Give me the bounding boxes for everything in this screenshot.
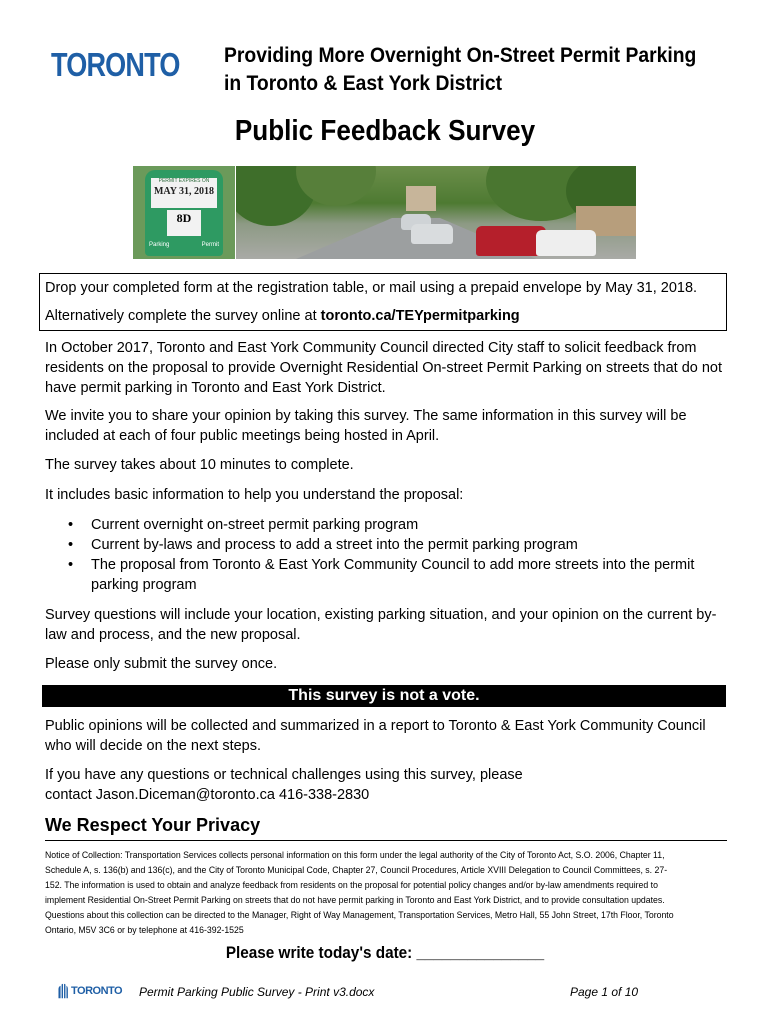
list-item: • Current overnight on-street permit parking program [66,515,736,535]
permit-badge-photo [133,166,235,259]
permit-area-code: 8D [176,211,192,225]
divider [45,840,727,841]
proposal-info-list [66,515,736,595]
privacy-heading: We Respect Your Privacy [45,815,261,835]
footer-logo [57,983,122,999]
permit-footer-left: Parking [149,242,170,248]
intro-paragraph: We invite you to share your opinion by taking this survey. The same information in this survey will be included at each of four public meetings being hosted in April. [45,408,687,444]
contact-line-1: If you have any questions or technical challenges using this survey, please [45,767,523,783]
document-heading [224,42,702,98]
not-a-vote-banner: This survey is not a vote. [42,685,726,707]
car [411,224,453,244]
next-steps-paragraph: Public opinions will be collected and summarized in a report to Toronto & East York Community Council who will decide on the next steps. [45,718,706,754]
mail-instruction: Drop your completed form at the registration table, or mail using a prepaid envelope by May 31, 2018. [45,280,698,296]
heading-line-1: Providing More Overnight On-Street Permit Parking [224,44,697,67]
toronto-logo [46,40,196,90]
list-item: • The proposal from Toronto & East York Community Council to add more streets into the permit parking program [66,555,736,595]
footer-document-name: Permit Parking Public Survey - Print v3.docx [139,985,375,999]
permit-footer-right: Permit [201,242,219,248]
online-instruction: Alternatively complete the survey online at toronto.ca/TEYpermitparking [45,308,520,324]
permit-expiry-date: MAY 31, 2018 [153,186,215,197]
permit-expiry-label: PERMIT EXPIRES ON [158,178,210,184]
intro-paragraph: Survey questions will include your location, existing parking situation, and your opinion on the current by-law and process, and the new proposal. [45,607,717,643]
list-item: • Current by-laws and process to add a street into the permit parking program [66,535,736,555]
contact-line-2: contact Jason.Diceman@toronto.ca 416-338-2830 [45,787,370,803]
street-photo [236,166,636,259]
logo-wordmark: TORONTO [51,46,180,83]
permit-tag [145,170,223,256]
date-prompt: Please write today's date: _______________ [225,943,545,962]
intro-paragraph: It includes basic information to help you understand the proposal: [45,487,464,503]
intro-paragraph: The survey takes about 10 minutes to complete. [45,457,354,473]
footer-page-number: Page 1 of 10 [570,985,639,999]
intro-paragraph: Please only submit the survey once. [45,656,278,672]
survey-title: Public Feedback Survey [234,115,536,147]
car [536,230,596,256]
footer-logo-wordmark: TORONTO [71,985,123,997]
privacy-notice: Notice of Collection: Transportation Services collects personal information on this form under the legal authority of the City of Toronto Act, S.O. 2006, Chapter 11, Schedule A, s. 136(b) and 136(c), and the City of Toronto Municipal Code, Chapter 27, Council Procedures, Article XVIII Delegation to Council Committees, s. 27-152. The information is used to obtain and analyze feedback from residents on the proposal for potential policy changes and/or by-law amendments required to implement Residential On-Street Permit Parking on streets that do not have permit parking in Toronto and East York District, and to provide consultation updates. Questions about this collection can be directed to the Manager, Right of Way Management, Transportation Services, Metro Hall, 55 John Street, 17th Floor, Toronto Ontario, M5V 3C6 or by telephone at 416-392-1525 [45,849,674,935]
intro-paragraph: In October 2017, Toronto and East York Community Council directed City staff to solicit feedback from residents on the proposal to provide Overnight Residential On-street Permit Parking on streets that do not have permit parking in Toronto and East York District. [45,340,723,396]
heading-line-2: in Toronto & East York District [224,72,503,95]
city-hall-icon [57,983,69,999]
survey-link[interactable]: toronto.ca/TEYpermitparking [320,308,520,324]
